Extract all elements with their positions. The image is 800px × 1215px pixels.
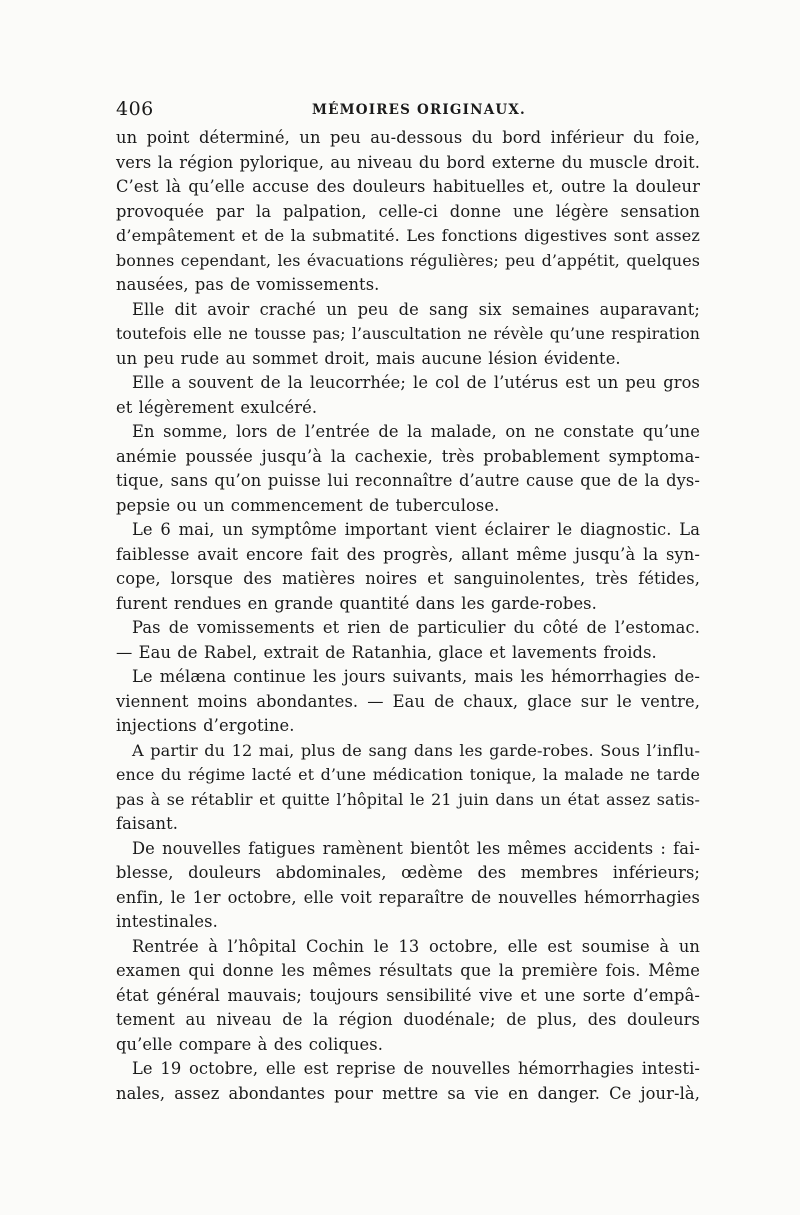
text-line: Elle a souvent de la leucorrhée; le col de l’utérus est un peu gros	[132, 373, 700, 392]
text-line: d’empâtement et de la submatité. Les fonctions digestives sont assez	[116, 226, 700, 245]
text-line: blesse, douleurs abdominales, œdème des membres inférieurs;	[116, 863, 700, 882]
text-line: nausées, pas de vomissements.	[116, 275, 380, 294]
text-line: nales, assez abondantes pour mettre sa vie en danger. Ce jour-là,	[116, 1083, 700, 1103]
text-line: ence du régime lacté et d’une médication tonique, la malade ne tarde	[116, 765, 700, 784]
text-line: intestinales.	[116, 912, 218, 931]
text-line: bonnes cependant, les évacuations régulières; peu d’appétit, quelques	[116, 250, 700, 270]
page-header	[116, 98, 700, 124]
text-line: Le 6 mai, un symptôme important vient éclairer le diagnostic. La	[132, 520, 700, 539]
text-line: pas à se rétablir et quitte l’hôpital le 21 juin dans un état assez satis-	[116, 789, 700, 809]
text-line: A partir du 12 mai, plus de sang dans les garde-robes. Sous l’influ-	[132, 740, 700, 760]
text-line: injections d’ergotine.	[116, 716, 295, 735]
text-line: vers la région pylorique, au niveau du bord externe du muscle droit.	[116, 152, 700, 172]
text-line: cope, lorsque des matières noires et sanguinolentes, très fétides,	[116, 569, 700, 588]
text-line: furent rendues en grande quantité dans les garde-robes.	[116, 593, 597, 613]
text-line: tique, sans qu’on puisse lui reconnaître d’autre cause que de la dys-	[116, 471, 700, 490]
text-line: tement au niveau de la région duodénale; de plus, des douleurs	[116, 1010, 700, 1029]
text-line: C’est là qu’elle accuse des douleurs habituelles et, outre la douleur	[116, 177, 700, 196]
text-line: et légèrement exulcéré.	[116, 397, 318, 417]
text-line: toutefois elle ne tousse pas; l’auscultation ne révèle qu’une respiration	[116, 324, 700, 343]
text-line: un point déterminé, un peu au-dessous du bord inférieur du foie,	[116, 128, 700, 147]
text-line: Le 19 octobre, elle est reprise de nouvelles hémorrhagies intesti-	[132, 1059, 700, 1078]
text-line: qu’elle compare à des coliques.	[116, 1034, 384, 1054]
running-head: MÉMOIRES ORIGINAUX.	[312, 102, 526, 118]
text-line: examen qui donne les mêmes résultats que la première fois. Même	[116, 961, 700, 980]
text-line: Le mélæna continue les jours suivants, mais les hémorrhagies de-	[132, 667, 700, 686]
text-line: Elle dit avoir craché un peu de sang six semaines auparavant;	[132, 299, 700, 319]
text-line: anémie poussée jusqu’à la cachexie, très probablement symptoma-	[116, 446, 700, 466]
text-line: De nouvelles fatigues ramènent bientôt les mêmes accidents : fai-	[132, 838, 700, 858]
text-line: Rentrée à l’hôpital Cochin le 13 octobre, elle est soumise à un	[132, 936, 700, 956]
text-line: état général mauvais; toujours sensibilité vive et une sorte d’empâ-	[116, 985, 700, 1005]
text-line: En somme, lors de l’entrée de la malade, on ne constate qu’une	[132, 422, 700, 441]
text-line: Pas de vomissements et rien de particulier du côté de l’estomac.	[132, 618, 700, 637]
text-line: provoquée par la palpation, celle-ci donne une légère sensation	[116, 201, 700, 221]
text-line: faiblesse avait encore fait des progrès, allant même jusqu’à la syn-	[116, 544, 700, 564]
text-line: viennent moins abondantes. — Eau de chaux, glace sur le ventre,	[116, 691, 700, 711]
text-line: un peu rude au sommet droit, mais aucune lésion évidente.	[116, 348, 621, 368]
text-line: faisant.	[116, 814, 179, 833]
text-line: pepsie ou un commencement de tuberculose.	[116, 495, 500, 515]
text-line: enfin, le 1er octobre, elle voit reparaître de nouvelles hémorrhagies	[116, 887, 700, 907]
body-text	[116, 126, 700, 1106]
page-number: 406	[116, 98, 154, 120]
text-line: — Eau de Rabel, extrait de Ratanhia, glace et lavements froids.	[116, 642, 657, 662]
